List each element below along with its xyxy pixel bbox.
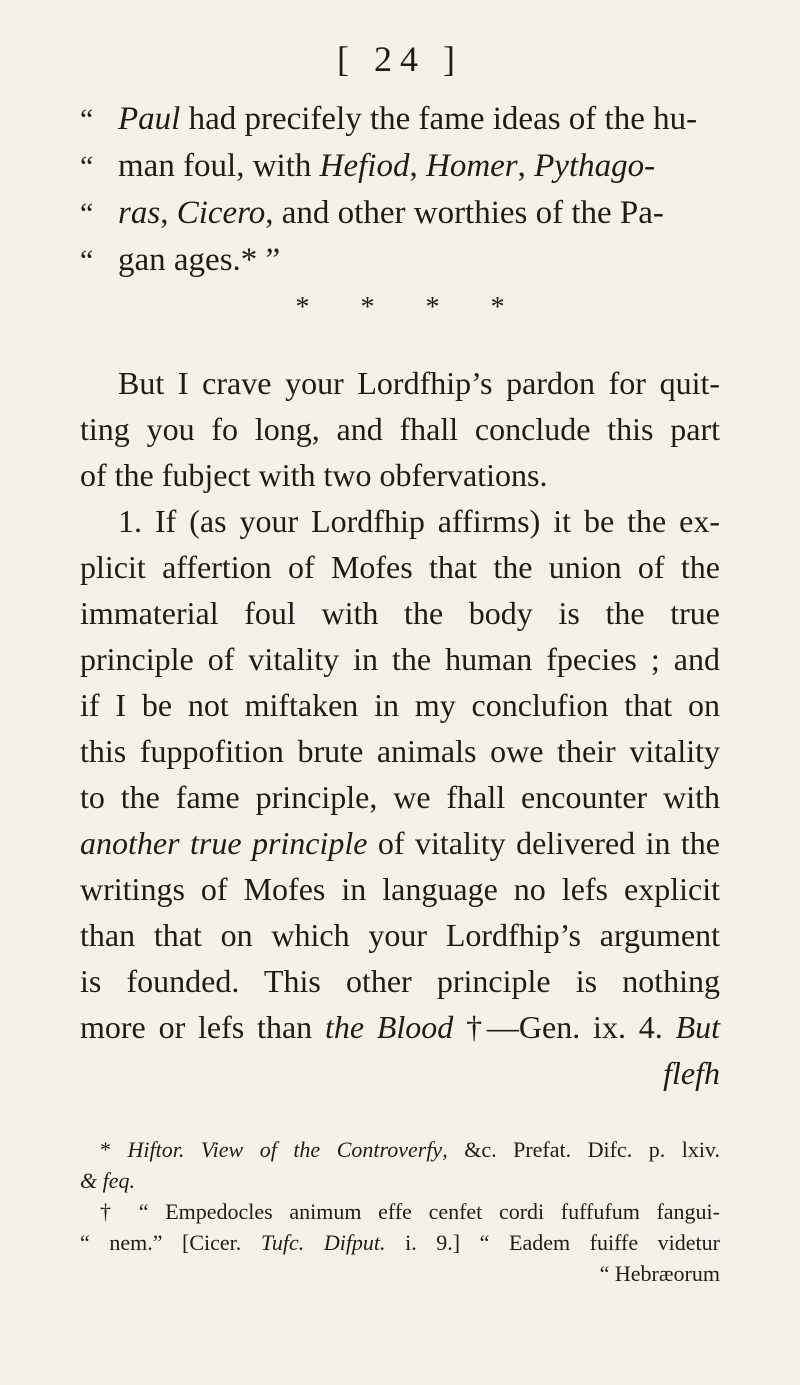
catchword: flefh (663, 1055, 720, 1091)
text-line: this fuppofition brute animals owe their vitality (80, 733, 720, 769)
footnotes (80, 1134, 720, 1289)
quote-mark: “ (80, 197, 94, 230)
text-line: immaterial foul with the body is the true (80, 595, 720, 631)
section-separator: * * * * (295, 292, 505, 323)
quote-line-4: “ gan ages.* ” (80, 237, 720, 284)
text-line: another true principle of vitality delivered in the (80, 825, 721, 861)
text-line: to the fame principle, we fhall encounter with (80, 779, 720, 815)
text-line: of the fubject with two obfervations. (80, 457, 548, 493)
quote-line-2: “ man foul, with Hefiod, Homer, Pythago- (80, 143, 720, 190)
quote-mark: “ (80, 150, 94, 183)
quote-line-1: “ Paul had precifely the fame ideas of the hu- (80, 96, 720, 143)
text-line: plicit affertion of Mofes that the union of the (80, 549, 720, 585)
footnote-2: † “ Empedocles animum effe cenfet cordi fuffufum fangui- (100, 1199, 720, 1224)
footnote-2-catch: “ Hebræorum (599, 1261, 720, 1286)
text-line: ting you fo long, and fhall conclude this part (80, 411, 720, 447)
text-line: principle of vitality in the human fpecies ; and (80, 641, 720, 677)
text-line: 1. If (as your Lordfhip affirms) it be the ex- (118, 503, 720, 539)
quote-line-3: “ ras, Cicero, and other worthies of the Pa- (80, 190, 720, 237)
quote-name-paul: Paul (118, 101, 181, 137)
page-number: [ 24 ] (337, 39, 463, 79)
quote-mark: “ (80, 244, 94, 277)
main-text (80, 360, 720, 1096)
quotation-block (80, 96, 720, 284)
footnote-2-cont: “ nem.” [Cicer. Tufc. Difput. i. 9.] “ Eadem fuiffe videtur (80, 1230, 720, 1255)
text-line: is founded. This other principle is nothing (80, 963, 720, 999)
italic-phrase: another true principle (80, 825, 368, 861)
text-line: writings of Mofes in language no lefs explicit (80, 871, 720, 907)
text-line: more or lefs than the Blood †—Gen. ix. 4. But (80, 1009, 720, 1045)
text-line: than that on which your Lordfhip’s argument (80, 917, 720, 953)
footnote-1: * Hiftor. View of the Controverfy, &c. Prefat. Difc. p. lxiv. (100, 1137, 720, 1162)
text-line: But I crave your Lordfhip’s pardon for quit- (118, 365, 720, 401)
text-line: if I be not miftaken in my conclufion that on (80, 687, 720, 723)
footnote-1-cont: & feq. (80, 1168, 135, 1193)
quote-mark: “ (80, 103, 94, 136)
